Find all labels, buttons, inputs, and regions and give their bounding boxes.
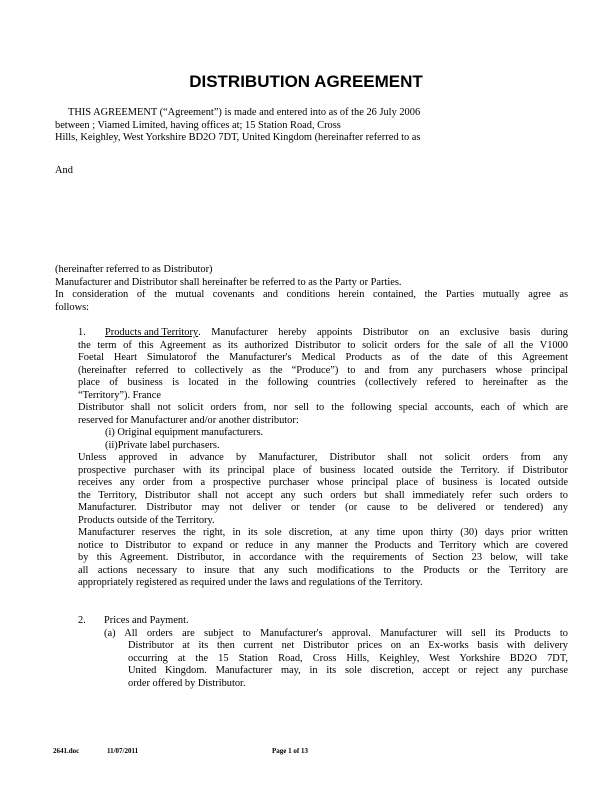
preamble-line: follows:: [55, 301, 90, 313]
reserves-line: Manufacturer reserves the right, in its sole discretion, at any time upon thirty (30) days prior written: [78, 527, 568, 538]
intro-line: Hills, Keighley, West Yorkshire BD2O 7DT, United Kingdom (hereinafter referred to as: [55, 132, 421, 143]
unless-line: receives any order from a prospective purchaser whose principal place of business is located outside: [78, 477, 568, 488]
footer-date: 11/07/2011: [107, 747, 139, 755]
section-1-heading: Products and Territory: [105, 327, 199, 338]
exclusion-item: (ii)Private label purchasers.: [105, 439, 220, 451]
document-title: DISTRIBUTION AGREEMENT: [189, 72, 423, 91]
section-1-first-line-text: . Manufacturer hereby appoints Distributor on an exclusive basis during: [198, 327, 568, 338]
and-label: And: [55, 165, 73, 176]
section-1-line: Foetal Heart Simulatorof the Manufacturer's Medical Products as of the date of this Agreement: [78, 352, 568, 363]
unless-line: prospective purchaser with its principal place of business located outside the Territory. if Distributor: [78, 464, 568, 476]
footer-page-number: Page 1 of 13: [272, 747, 308, 755]
section-1-line: (hereinafter referred to collectively as the “Produce”) to and from any purchasers whose principal: [78, 364, 568, 376]
unless-line: Unless approved in advance by Manufacturer, Distributor shall not solicit orders from any: [78, 452, 568, 463]
section-1-number: 1.: [78, 327, 86, 338]
reserves-line: notice to Distributor to expand or reduce in any manner the Products and Territory which are covered: [78, 539, 568, 551]
section-2a-line: (a) All orders are subject to Manufacturer's approval. Manufacturer will sell its Products to: [104, 627, 568, 639]
preamble-line: (hereinafter referred to as Distributor): [55, 264, 213, 275]
unless-line: Manufacturer. Distributor may not deliver or tender (or cause to be delivered or tendered) any: [78, 502, 568, 513]
preamble-line: Manufacturer and Distributor shall hereinafter be referred to as the Party or Parties.: [55, 276, 402, 288]
section-2a-line: occurring at the 15 Station Road, Cross Hills, Keighley, West Yorkshire BD2O 7DT,: [128, 652, 568, 664]
section-2a-line: order offered by Distributor.: [128, 677, 246, 689]
footer-filename: 2641.doc: [53, 747, 80, 755]
preamble-line: In consideration of the mutual covenants and conditions herein contained, the Parties mutually agree as: [55, 289, 568, 300]
reserves-line: appropriately registered as required under the laws and regulations of the Territory.: [78, 577, 423, 588]
section-1-line: “Territory”). France: [78, 389, 161, 401]
intro-line: THIS AGREEMENT (“Agreement”) is made and entered into as of the 26 July 2006: [68, 107, 421, 118]
exclusion-item: (i) Original equipment manufacturers.: [105, 427, 264, 438]
unless-line: Products outside of the Territory.: [78, 514, 215, 526]
section-1-line: place of business is located in the following countries (collectively refered to hereinafter as the: [78, 377, 568, 388]
reserves-line: all actions necessary to insure that any such modifications to the Products or the Territory are: [78, 564, 568, 576]
intro-line: between ; Viamed Limited, having offices at; 15 Station Road, Cross: [55, 119, 341, 131]
reserves-line: by this Agreement. Distributor, in accordance with the requirements of Section 23 below, will take: [78, 552, 568, 563]
section-1-first-line: [105, 327, 568, 339]
section-1-line: the term of this Agreement as its authorized Distributor to solicit orders for the sale of all the V1000: [78, 339, 568, 351]
section-2-heading: Prices and Payment.: [104, 615, 189, 626]
special-accounts-line: reserved for Manufacturer and/or another distributor:: [78, 414, 299, 426]
section-2a-line: Distributor at its then current net Distributor prices on an Ex-works basis with delivery: [128, 640, 568, 651]
special-accounts-line: Distributor shall not solicit orders from, nor sell to the following special accounts, each of which are: [78, 402, 568, 413]
section-2a-line: United Kingdom. Manufacturer may, in its sole discretion, accept or reject any purchase: [128, 665, 568, 676]
section-2-number: 2.: [78, 615, 86, 626]
unless-line: the Territory, Distributor shall not accept any such orders but shall immediately refer such orders to: [78, 489, 568, 501]
